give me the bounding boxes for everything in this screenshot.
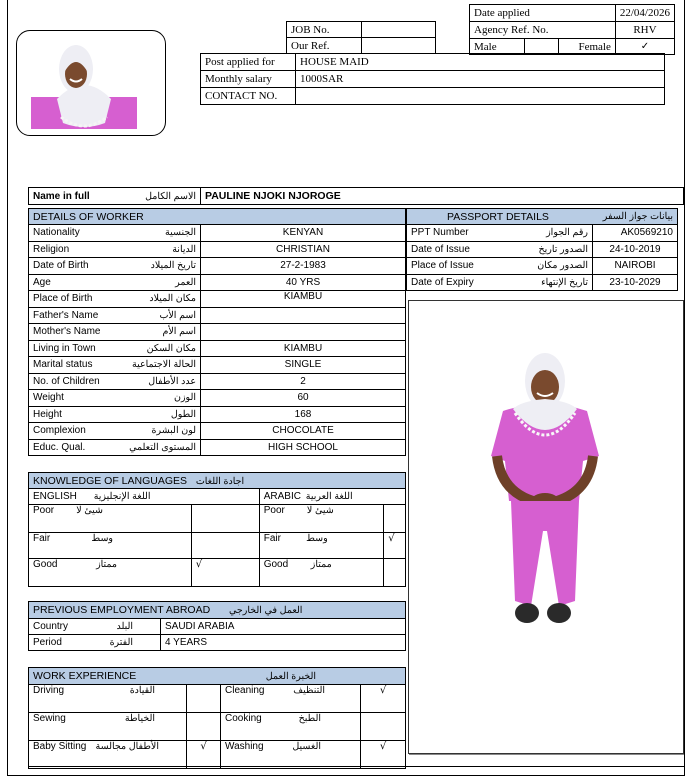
experience-label-en: Cooking [225,713,262,724]
post-applied-value: HOUSE MAID [296,54,665,71]
name-table [28,187,684,205]
arabic-label-en: ARABIC [263,491,301,502]
worker-value-dob: 27-2-1983 [201,258,406,275]
experience-label-en: Baby Sitting [33,741,87,752]
page-border-bottom [7,775,684,776]
job-ref-table [286,21,436,54]
name-value: PAULINE NJOKI NJOROGE [201,188,684,205]
cooking-check[interactable] [361,713,406,741]
passport-label-en: PPT Number [411,227,469,239]
contact-no-label: CONTACT NO. [201,88,296,105]
worker-label-ar: مكان الميلاد [149,293,196,305]
worker-label-en: Complexion [33,425,86,437]
english-label-en: ENGLISH [33,491,77,502]
female-label: Female [559,39,616,55]
worker-label-ar: الوزن [173,392,196,404]
worker-details-table [28,208,406,456]
languages-header [29,473,406,489]
worker-label-ar: تاريخ الميلاد [150,260,196,272]
passport-label-en: Date of Expiry [411,276,474,288]
worker-label-en: Mother's Name [33,326,101,338]
languages-header-en: KNOWLEDGE OF LANGUAGES [33,474,188,487]
passport-label-ar: تاريخ الإنتهاء [541,276,588,288]
arabic-poor-check[interactable] [384,505,406,533]
worker-label-ar: العمر [175,276,196,288]
monthly-salary-value: 1000SAR [296,71,665,88]
cleaning-check[interactable]: √ [361,685,406,713]
worker-label-en: Marital status [33,359,93,371]
english-level-ar: ممتاز [96,559,117,570]
name-label-cell [29,188,201,205]
post-details-table [200,53,665,105]
arabic-level-en: Fair [263,533,281,544]
arabic-level-ar: وسط [306,533,328,544]
worker-details-header: DETAILS OF WORKER [29,209,406,225]
worker-label-ar: اسم الأب [159,309,196,321]
experience-label-en: Cleaning [225,685,265,696]
arabic-good-check[interactable] [384,559,406,587]
job-no-field[interactable] [362,22,436,38]
english-heading [29,489,260,505]
passport-label-en: Place of Issue [411,260,474,272]
baby-sitting-check[interactable]: √ [187,741,221,769]
worker-label-en: Father's Name [33,309,99,321]
application-info-table [469,4,675,55]
english-level-en: Poor [33,505,55,516]
employment-label-ar: البلد [116,621,133,632]
worker-label-ar: الحالة الاجتماعية [132,359,196,371]
worker-label-en: No. of Children [33,375,100,387]
sewing-check[interactable] [187,713,221,741]
male-label: Male [470,39,525,55]
experience-label-ar: التنظيف [293,685,325,696]
employment-country-value: SAUDI ARABIA [161,619,406,635]
arabic-fair-check[interactable]: √ [384,533,406,559]
worker-label-ar: اسم الأم [162,326,196,338]
english-level-ar: وسط [91,533,113,544]
employment-header-en: PREVIOUS EMPLOYMENT ABROAD [33,604,211,616]
passport-label-ar: الصدور تاريخ [538,243,588,255]
agency-ref-value: RHV [615,22,674,39]
our-ref-field[interactable] [362,38,436,54]
passport-details-table [406,208,678,291]
post-applied-label: Post applied for [201,54,296,71]
passport-issue-place-value: NAIROBI [593,258,678,275]
worker-value-education: HIGH SCHOOL [201,439,406,456]
headshot-photo-frame [16,30,166,136]
contact-no-value[interactable] [296,88,665,105]
headshot-photo [17,31,166,136]
experience-label-ar: القيادة [129,685,155,696]
worker-label-en: Weight [33,392,64,404]
experience-label-ar: الغسيل [292,741,321,752]
worker-value-nationality: KENYAN [201,225,406,242]
full-body-photo-frame [408,300,684,754]
passport-issue-date-value: 24-10-2019 [593,241,678,258]
passport-header-ar: بيانات جواز السفر [602,211,673,222]
employment-table [28,601,406,651]
form-right-border [684,187,685,767]
agency-ref-label: Agency Ref. No. [470,22,616,39]
arabic-label-ar: اللغة العربية [305,491,353,502]
arabic-level-ar: شيئ لا [306,505,334,516]
english-level-ar: شيئ لا [76,505,103,516]
female-checkbox[interactable]: ✓ [615,39,674,55]
worker-value-children: 2 [201,373,406,390]
english-level-en: Good [33,559,58,570]
worker-label-en: Educ. Qual. [33,441,86,453]
experience-header-ar: الخبرة العمل [265,670,316,682]
worker-label-en: Date of Birth [33,260,89,272]
date-applied-label: Date applied [470,5,616,22]
worker-label-ar: المستوى التعلمي [129,441,196,453]
worker-label-ar: الديانة [172,243,196,255]
date-applied-value: 22/04/2026 [615,5,674,22]
job-no-label: JOB No. [287,22,362,38]
worker-label-en: Nationality [33,227,80,239]
our-ref-label: Our Ref. [287,38,362,54]
worker-label-en: Religion [33,243,70,255]
passport-number-value: AK0569210 [593,225,678,242]
worker-label-ar: الجنسية [165,227,196,239]
arabic-level-en: Good [263,559,289,570]
experience-label-en: Washing [225,741,264,752]
washing-check[interactable]: √ [361,741,406,769]
name-label-en: Name in full [33,190,90,202]
worker-value-living-town: KIAMBU [201,340,406,357]
worker-value-complexion: CHOCOLATE [201,423,406,440]
passport-header [407,209,678,225]
employment-label-ar: الفترة [109,637,133,648]
worker-value-place-of-birth: KIAMBU [201,291,406,308]
employment-period-value: 4 YEARS [161,635,406,651]
monthly-salary-label: Monthly salary [201,71,296,88]
worker-label-en: Age [33,276,51,288]
employment-label-en: Country [33,621,69,632]
employment-label-en: Period [33,637,62,648]
employment-header-ar: العمل في الخارجي [228,605,303,616]
employment-header [29,602,406,619]
name-label-ar: الاسم الكامل [145,190,196,202]
english-level-en: Fair [33,533,51,544]
experience-label-ar: الطبخ [298,713,321,724]
experience-header-en: WORK EXPERIENCE [33,670,137,682]
worker-value-marital: SINGLE [201,357,406,374]
worker-label-ar: مكان السكن [146,342,196,354]
english-poor-check[interactable] [191,505,259,533]
worker-value-height: 168 [201,406,406,423]
worker-value-father [201,307,406,324]
full-body-photo [409,301,682,752]
english-fair-check[interactable] [191,533,259,559]
arabic-level-ar: ممتاز [310,559,332,570]
worker-value-mother [201,324,406,341]
passport-header-en: PASSPORT DETAILS [447,210,549,223]
page-border-left [7,0,8,776]
worker-label-en: Living in Town [33,342,96,354]
english-good-check[interactable]: √ [191,559,259,587]
worker-label-en: Height [33,408,62,420]
passport-label-ar: الصدور مكان [537,260,588,272]
worker-label-ar: الطول [170,408,196,420]
worker-label-en: Place of Birth [33,293,93,305]
worker-value-religion: CHRISTIAN [201,241,406,258]
experience-label-ar: الأطفال مجالسة [95,741,159,752]
form-bottom-border [28,766,684,767]
english-label-ar: اللغة الإنجليزية [93,491,151,502]
worker-value-age: 40 YRS [201,274,406,291]
worker-label-ar: لون البشرة [151,425,196,437]
arabic-level-en: Poor [263,505,285,516]
passport-label-en: Date of Issue [411,243,470,255]
experience-header [29,668,406,685]
worker-value-weight: 60 [201,390,406,407]
passport-label-ar: رقم الجواز [546,227,588,239]
worker-label-ar: عدد الأطفال [148,375,196,387]
experience-label-en: Driving [33,685,65,696]
passport-expiry-value: 23-10-2029 [593,274,678,291]
languages-table [28,472,406,587]
driving-check[interactable] [187,685,221,713]
work-experience-table [28,667,406,769]
experience-label-en: Sewing [33,713,66,724]
arabic-heading [259,489,405,505]
languages-header-ar: اجادة اللغات [195,475,245,487]
experience-label-ar: الخياطة [124,713,155,724]
